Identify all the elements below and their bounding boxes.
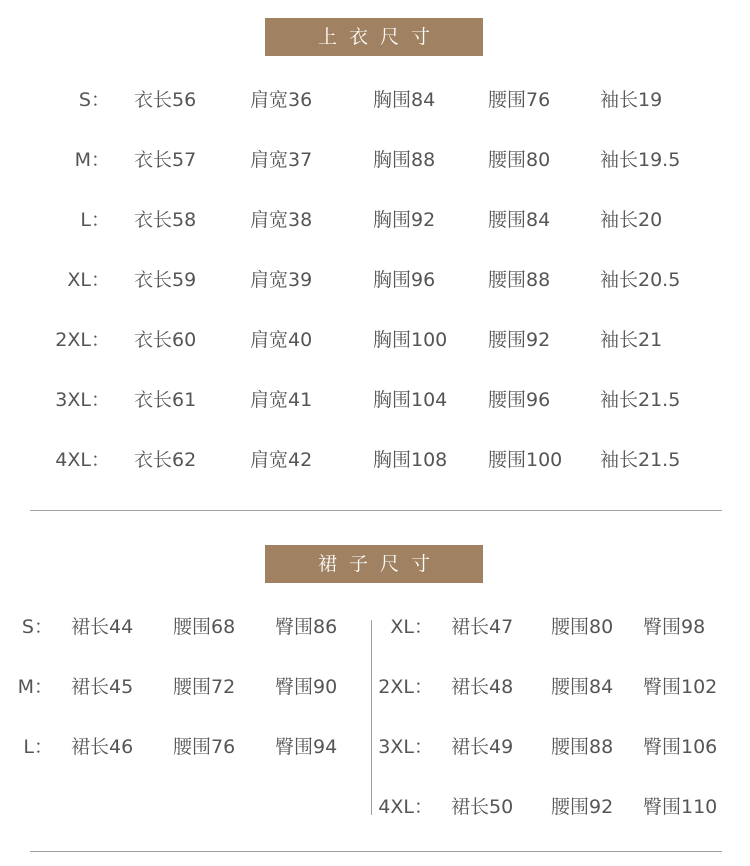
chest-measure: 胸围92 (373, 209, 436, 231)
skirt-length: 裙长46 (71, 736, 134, 758)
hip-measure: 臀围90 (275, 676, 338, 698)
skirt-size-row (0, 792, 750, 822)
hip-measure: 臀围110 (643, 796, 718, 818)
chest-measure: 胸围88 (373, 149, 436, 171)
chest-measure: 胸围96 (373, 269, 436, 291)
size-label: S ： (79, 85, 110, 115)
garment-length: 衣长57 (134, 149, 197, 171)
waist-measure: 腰围96 (488, 389, 551, 411)
size-label: 4XL ： (378, 792, 433, 822)
skirt-length: 裙长44 (71, 616, 134, 638)
garment-length: 衣长61 (134, 389, 197, 411)
waist-measure: 腰围84 (488, 209, 551, 231)
waist-measure: 腰围100 (488, 449, 563, 471)
sleeve-length: 袖长20.5 (600, 269, 681, 291)
hip-measure: 臀围106 (643, 736, 718, 758)
chest-measure: 胸围104 (373, 389, 448, 411)
section-divider (30, 510, 722, 511)
shoulder-width: 肩宽41 (250, 389, 313, 411)
size-label: 2XL ： (378, 672, 433, 702)
garment-length: 衣长60 (134, 329, 197, 351)
skirt-length: 裙长49 (451, 736, 514, 758)
chest-measure: 胸围100 (373, 329, 448, 351)
waist-measure: 腰围68 (173, 616, 236, 638)
top-size-row (0, 205, 750, 235)
column-divider (371, 620, 372, 815)
skirt-length: 裙长48 (451, 676, 514, 698)
sleeve-length: 袖长21.5 (600, 389, 681, 411)
sleeve-length: 袖长19.5 (600, 149, 681, 171)
size-label: 3XL ： (55, 385, 110, 415)
garment-length: 衣长59 (134, 269, 197, 291)
waist-measure: 腰围76 (173, 736, 236, 758)
waist-measure: 腰围80 (488, 149, 551, 171)
sleeve-length: 袖长19 (600, 89, 663, 111)
size-label: 2XL ： (55, 325, 110, 355)
waist-measure: 腰围92 (488, 329, 551, 351)
top-size-row (0, 85, 750, 115)
skirt-size-row (0, 612, 750, 642)
top-size-title: 上衣尺寸 (265, 18, 483, 56)
top-size-row (0, 145, 750, 175)
top-size-row (0, 385, 750, 415)
top-size-row (0, 445, 750, 475)
waist-measure: 腰围80 (551, 616, 614, 638)
waist-measure: 腰围92 (551, 796, 614, 818)
size-label: XL ： (67, 265, 110, 295)
skirt-length: 裙长45 (71, 676, 134, 698)
hip-measure: 臀围86 (275, 616, 338, 638)
hip-measure: 臀围94 (275, 736, 338, 758)
skirt-size-row (0, 672, 750, 702)
chest-measure: 胸围108 (373, 449, 448, 471)
shoulder-width: 肩宽42 (250, 449, 313, 471)
garment-length: 衣长62 (134, 449, 197, 471)
size-label: L ： (23, 732, 53, 762)
waist-measure: 腰围88 (488, 269, 551, 291)
bottom-divider (30, 851, 722, 852)
size-label: S ： (22, 612, 53, 642)
size-label: M ： (75, 145, 110, 175)
size-label: L ： (80, 205, 110, 235)
sleeve-length: 袖长21 (600, 329, 663, 351)
top-size-row (0, 265, 750, 295)
shoulder-width: 肩宽36 (250, 89, 313, 111)
shoulder-width: 肩宽38 (250, 209, 313, 231)
size-label: M ： (18, 672, 53, 702)
sleeve-length: 袖长20 (600, 209, 663, 231)
skirt-size-row (0, 732, 750, 762)
waist-measure: 腰围76 (488, 89, 551, 111)
size-label: 4XL ： (55, 445, 110, 475)
hip-measure: 臀围98 (643, 616, 706, 638)
size-label: 3XL ： (378, 732, 433, 762)
size-label: XL ： (390, 612, 433, 642)
shoulder-width: 肩宽40 (250, 329, 313, 351)
garment-length: 衣长56 (134, 89, 197, 111)
waist-measure: 腰围88 (551, 736, 614, 758)
sleeve-length: 袖长21.5 (600, 449, 681, 471)
skirt-size-title: 裙子尺寸 (265, 545, 483, 583)
garment-length: 衣长58 (134, 209, 197, 231)
skirt-length: 裙长47 (451, 616, 514, 638)
chest-measure: 胸围84 (373, 89, 436, 111)
shoulder-width: 肩宽37 (250, 149, 313, 171)
hip-measure: 臀围102 (643, 676, 718, 698)
waist-measure: 腰围84 (551, 676, 614, 698)
shoulder-width: 肩宽39 (250, 269, 313, 291)
waist-measure: 腰围72 (173, 676, 236, 698)
top-size-row (0, 325, 750, 355)
skirt-length: 裙长50 (451, 796, 514, 818)
